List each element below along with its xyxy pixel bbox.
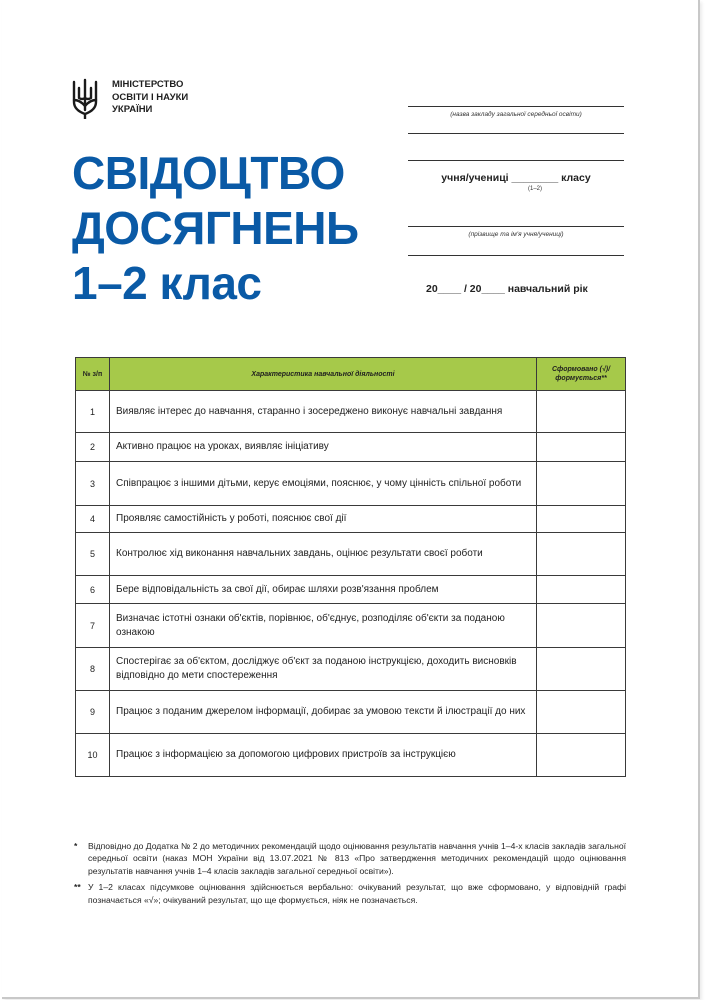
row-number: 3	[76, 462, 110, 506]
table-row	[76, 462, 626, 506]
row-mark-cell[interactable]	[537, 391, 626, 433]
table-row	[76, 604, 626, 648]
coat-of-arms-icon	[70, 76, 100, 120]
footnote	[74, 881, 626, 906]
row-mark-cell[interactable]	[537, 433, 626, 462]
row-description: Визначає істотні ознаки об'єктів, порівнює, об'єднує, розподіляє об'єкти за поданою ознакою	[110, 604, 537, 648]
separator-line	[408, 160, 624, 161]
school-caption: (назва закладу загальної середньої освіти)	[450, 111, 582, 118]
table-row	[76, 391, 626, 433]
column-header-description: Характеристика навчальної діяльності	[110, 358, 537, 391]
column-header-number: № з/п	[76, 358, 110, 391]
row-description: Співпрацює з іншими дітьми, керує емоціями, пояснює, у чому цінність спільної роботи	[110, 462, 537, 506]
row-description: Виявляє інтерес до навчання, старанно і зосереджено виконує навчальні завдання	[110, 391, 537, 433]
table-row	[76, 734, 626, 777]
row-number: 6	[76, 576, 110, 604]
row-number: 9	[76, 691, 110, 734]
student-info-form	[408, 100, 624, 300]
ministry-line-1: МІНІСТЕРСТВО	[112, 79, 184, 90]
title-line-2: ДОСЯГНЕНЬ	[72, 202, 359, 254]
footnote-text: У 1–2 класах підсумкове оцінювання здійснюється вербально: очікуваний результат, що вже сформовано, у відповідній графі позначається «√»; очікуваний результат, що ще формується, ніяк не позначається.	[88, 882, 626, 905]
table-row	[76, 433, 626, 462]
ministry-line-2: ОСВІТИ І НАУКИ	[112, 91, 189, 103]
row-number: 2	[76, 433, 110, 462]
footnote	[74, 840, 626, 877]
footnote-marker: **	[74, 882, 81, 893]
grade-caption: (1–2)	[528, 186, 543, 192]
column-header-mark: Сформовано (√)/ формується**	[537, 358, 626, 391]
footnotes	[74, 840, 626, 906]
row-description: Спостерігає за об'єктом, досліджує об'єкт за поданою інструкцією, доходить висновків відповідно до мети спостереження	[110, 648, 537, 691]
row-mark-cell[interactable]	[537, 462, 626, 506]
name-caption: (прізвище та ім'я учня/учениці)	[468, 231, 564, 238]
footnote-marker: *	[74, 841, 78, 851]
achievements-table	[75, 357, 626, 777]
row-number: 10	[76, 734, 110, 777]
table-row	[76, 576, 626, 604]
table-row	[76, 691, 626, 734]
row-description: Контролює хід виконання навчальних завдань, оцінює результати своєї роботи	[110, 533, 537, 576]
row-mark-cell[interactable]	[537, 506, 626, 533]
ministry-line-3: УКРАЇНИ	[112, 104, 153, 115]
row-description: Проявляє самостійність у роботі, пояснює свої дії	[110, 506, 537, 533]
student-name-line-2[interactable]	[408, 255, 624, 256]
page-title	[72, 146, 359, 311]
row-mark-cell[interactable]	[537, 576, 626, 604]
row-number: 1	[76, 391, 110, 433]
row-mark-cell[interactable]	[537, 604, 626, 648]
row-number: 8	[76, 648, 110, 691]
row-number: 5	[76, 533, 110, 576]
row-number: 4	[76, 506, 110, 533]
title-line-1: СВІДОЦТВО	[72, 147, 345, 199]
school-name-line[interactable]	[408, 106, 624, 107]
table-row	[76, 506, 626, 533]
row-mark-cell[interactable]	[537, 648, 626, 691]
row-description: Працює з поданим джерелом інформації, добирає за умовою тексти й ілюстрації до них	[110, 691, 537, 734]
row-mark-cell[interactable]	[537, 533, 626, 576]
row-description: Працює з інформацією за допомогою цифрових пристроїв за інструкцією	[110, 734, 537, 777]
student-grade-line[interactable]: учня/учениці ________ класу	[441, 172, 591, 184]
table-row	[76, 648, 626, 691]
row-number: 7	[76, 604, 110, 648]
row-mark-cell[interactable]	[537, 734, 626, 777]
table-row	[76, 533, 626, 576]
row-mark-cell[interactable]	[537, 691, 626, 734]
school-name-line-2[interactable]	[408, 133, 624, 134]
row-description: Бере відповідальність за свої дії, обирає шляхи розв'язання проблем	[110, 576, 537, 604]
student-name-line[interactable]	[408, 226, 624, 227]
row-description: Активно працює на уроках, виявляє ініціативу	[110, 433, 537, 462]
school-year-line[interactable]: 20____ / 20____ навчальний рік	[426, 283, 588, 295]
title-line-3: 1–2 клас	[72, 257, 262, 309]
certificate-page	[2, 0, 700, 999]
table-header-row	[76, 358, 626, 391]
footnote-text: Відповідно до Додатка № 2 до методичних рекомендацій щодо оцінювання результатів навчання учнів 1–4-х класів закладів загальної середньої освіти (наказ МОН України від 13.07.2021 № 813 «Про затвердження методичних рекомендацій щодо оцінювання результатів навчання учнів 1–4 класів закладів загальної середньої освіти»).	[88, 841, 626, 876]
ministry-name	[112, 79, 232, 117]
